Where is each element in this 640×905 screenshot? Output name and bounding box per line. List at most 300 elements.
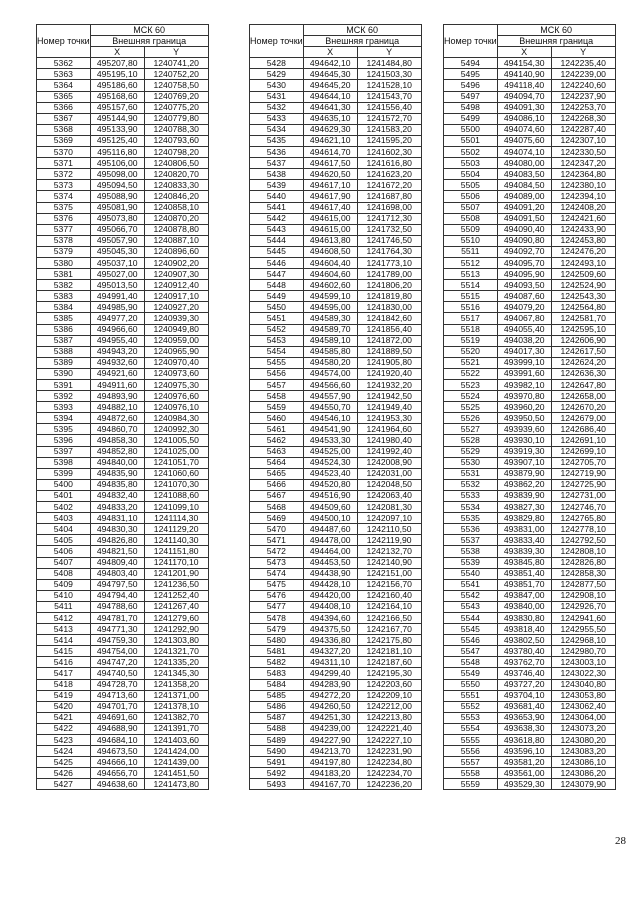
table-row [444, 213, 616, 224]
table-header [37, 25, 209, 58]
x-coordinate-cell: 494932,60 [90, 357, 144, 368]
y-coordinate-cell: 1241358,20 [144, 679, 208, 690]
point-number-cell: 5458 [250, 391, 304, 402]
table-row [37, 202, 209, 213]
y-coordinate-cell: 1242231,90 [357, 746, 421, 757]
x-coordinate-cell: 494197,80 [303, 757, 357, 768]
point-number-cell: 5453 [250, 335, 304, 346]
x-coordinate-cell: 493839,30 [497, 546, 551, 557]
table-row [37, 102, 209, 113]
point-number-cell: 5379 [37, 246, 91, 257]
y-coordinate-cell: 1241371,00 [144, 690, 208, 701]
y-coordinate-cell: 1241964,60 [357, 424, 421, 435]
y-coordinate-cell: 1242624,20 [551, 357, 615, 368]
y-coordinate-cell: 1242221,40 [357, 723, 421, 734]
x-coordinate-cell: 494617,50 [303, 158, 357, 169]
y-coordinate-cell: 1242175,80 [357, 635, 421, 646]
point-number-cell: 5365 [37, 91, 91, 102]
x-coordinate-cell: 494635,10 [303, 113, 357, 124]
y-coordinate-cell: 1240769,20 [144, 91, 208, 102]
x-coordinate-cell: 495125,40 [90, 135, 144, 146]
y-coordinate-cell: 1241484,80 [357, 58, 421, 69]
coordinates-table-2 [249, 24, 422, 790]
y-coordinate-cell: 1242287,40 [551, 124, 615, 135]
y-coordinate-cell: 1240741,20 [144, 58, 208, 69]
table-row [444, 479, 616, 490]
y-coordinate-cell: 1242955,50 [551, 624, 615, 635]
y-coordinate-cell: 1241595,20 [357, 135, 421, 146]
y-coordinate-cell: 1240927,20 [144, 302, 208, 313]
point-number-cell: 5500 [444, 124, 498, 135]
coordinate-system-header: МСК 60 [303, 25, 421, 36]
table-row [250, 479, 422, 490]
table-row [444, 368, 616, 379]
point-number-cell: 5539 [444, 557, 498, 568]
point-number-cell: 5517 [444, 313, 498, 324]
table-row [250, 368, 422, 379]
point-number-cell: 5546 [444, 635, 498, 646]
x-coordinate-cell: 494644,10 [303, 91, 357, 102]
point-number-cell: 5394 [37, 413, 91, 424]
x-coordinate-cell: 494615,00 [303, 213, 357, 224]
point-number-cell: 5531 [444, 468, 498, 479]
point-number-cell: 5363 [37, 69, 91, 80]
y-coordinate-cell: 1241335,20 [144, 657, 208, 668]
x-coordinate-cell: 494093,50 [497, 280, 551, 291]
point-number-cell: 5476 [250, 590, 304, 601]
table-row [37, 302, 209, 313]
point-number-cell: 5402 [37, 502, 91, 513]
table-row [37, 335, 209, 346]
x-coordinate-cell: 494645,20 [303, 80, 357, 91]
x-coordinate-cell: 495195,10 [90, 69, 144, 80]
point-number-cell: 5369 [37, 135, 91, 146]
x-coordinate-cell: 494095,90 [497, 269, 551, 280]
y-coordinate-cell: 1241439,00 [144, 757, 208, 768]
x-coordinate-cell: 494118,40 [497, 80, 551, 91]
table-row [37, 291, 209, 302]
table-row [444, 568, 616, 579]
point-number-cell: 5443 [250, 224, 304, 235]
x-coordinate-cell: 493950,50 [497, 413, 551, 424]
table-row [250, 246, 422, 257]
y-coordinate-cell: 1243073,20 [551, 723, 615, 734]
x-coordinate-cell: 493930,10 [497, 435, 551, 446]
table-row [37, 402, 209, 413]
y-coordinate-cell: 1241129,20 [144, 524, 208, 535]
point-number-cell: 5450 [250, 302, 304, 313]
y-coordinate-cell: 1242209,10 [357, 690, 421, 701]
y-coordinate-cell: 1241321,70 [144, 646, 208, 657]
y-coordinate-cell: 1241005,50 [144, 435, 208, 446]
point-number-cell: 5551 [444, 690, 498, 701]
y-coordinate-cell: 1243053,80 [551, 690, 615, 701]
point-number-cell: 5521 [444, 357, 498, 368]
x-coordinate-cell: 495133,90 [90, 124, 144, 135]
table-row [37, 668, 209, 679]
x-coordinate-cell: 494336,80 [303, 635, 357, 646]
y-coordinate-cell: 1241025,00 [144, 446, 208, 457]
table-row [250, 468, 422, 479]
y-coordinate-cell: 1241764,30 [357, 246, 421, 257]
x-coordinate-cell: 494966,60 [90, 324, 144, 335]
y-coordinate-cell: 1241473,80 [144, 779, 208, 790]
x-coordinate-cell: 494272,20 [303, 690, 357, 701]
x-coordinate-cell: 494574,00 [303, 368, 357, 379]
table-row [444, 779, 616, 790]
table-row [37, 579, 209, 590]
table-row [250, 413, 422, 424]
point-number-cell: 5419 [37, 690, 91, 701]
x-coordinate-cell: 494084,50 [497, 180, 551, 191]
table-row [444, 679, 616, 690]
x-coordinate-cell: 493982,10 [497, 380, 551, 391]
y-coordinate-cell: 1240752,20 [144, 69, 208, 80]
table-row [444, 757, 616, 768]
table-row [250, 657, 422, 668]
point-number-cell: 5545 [444, 624, 498, 635]
table-row [37, 158, 209, 169]
y-coordinate-cell: 1242380,10 [551, 180, 615, 191]
point-number-cell: 5362 [37, 58, 91, 69]
point-number-cell: 5503 [444, 158, 498, 169]
table-row [444, 113, 616, 124]
point-number-cell: 5498 [444, 102, 498, 113]
table-row [37, 601, 209, 612]
x-coordinate-cell: 494086,10 [497, 113, 551, 124]
x-coordinate-cell: 494613,80 [303, 235, 357, 246]
point-number-cell: 5422 [37, 723, 91, 734]
x-coordinate-cell: 494771,30 [90, 624, 144, 635]
y-coordinate-cell: 1242595,10 [551, 324, 615, 335]
point-number-cell: 5371 [37, 158, 91, 169]
x-coordinate-cell: 493704,10 [497, 690, 551, 701]
table-row [37, 91, 209, 102]
coordinates-table-3 [443, 24, 616, 790]
point-number-cell: 5484 [250, 679, 304, 690]
y-coordinate-cell: 1241403,60 [144, 735, 208, 746]
point-number-cell: 5464 [250, 457, 304, 468]
x-coordinate-cell: 494701,70 [90, 701, 144, 712]
table-row [444, 102, 616, 113]
y-coordinate-cell: 1242063,40 [357, 490, 421, 501]
x-column-header: X [303, 47, 357, 58]
y-coordinate-cell: 1242617,50 [551, 346, 615, 357]
y-coordinate-cell: 1243040,80 [551, 679, 615, 690]
y-coordinate-cell: 1242081,30 [357, 502, 421, 513]
point-number-cell: 5448 [250, 280, 304, 291]
point-number-cell: 5511 [444, 246, 498, 257]
boundary-header: Внешняя граница [303, 36, 421, 47]
point-number-cell: 5397 [37, 446, 91, 457]
x-coordinate-cell: 494566,60 [303, 380, 357, 391]
y-coordinate-cell: 1242160,40 [357, 590, 421, 601]
y-coordinate-cell: 1241099,10 [144, 502, 208, 513]
table-row [444, 601, 616, 612]
table-row [37, 357, 209, 368]
point-number-cell: 5495 [444, 69, 498, 80]
y-coordinate-cell: 1242792,50 [551, 535, 615, 546]
table-row [37, 58, 209, 69]
y-coordinate-cell: 1241236,50 [144, 579, 208, 590]
table-row [444, 391, 616, 402]
y-coordinate-cell: 1241151,80 [144, 546, 208, 557]
point-number-cell: 5528 [444, 435, 498, 446]
point-number-cell: 5391 [37, 380, 91, 391]
y-coordinate-cell: 1240775,20 [144, 102, 208, 113]
x-coordinate-cell: 494090,80 [497, 235, 551, 246]
table-row [37, 246, 209, 257]
point-number-cell: 5532 [444, 479, 498, 490]
y-coordinate-cell: 1240833,30 [144, 180, 208, 191]
x-coordinate-cell: 493919,30 [497, 446, 551, 457]
table-row [37, 346, 209, 357]
y-coordinate-cell: 1241424,00 [144, 746, 208, 757]
y-coordinate-cell: 1240965,90 [144, 346, 208, 357]
y-coordinate-cell: 1241528,10 [357, 80, 421, 91]
y-coordinate-cell: 1242031,00 [357, 468, 421, 479]
point-number-cell: 5469 [250, 513, 304, 524]
x-coordinate-cell: 494604,60 [303, 269, 357, 280]
point-number-cell: 5465 [250, 468, 304, 479]
table-row [37, 124, 209, 135]
y-coordinate-cell: 1241451,50 [144, 768, 208, 779]
x-coordinate-cell: 494858,30 [90, 435, 144, 446]
x-coordinate-cell: 494055,40 [497, 324, 551, 335]
point-number-cell: 5548 [444, 657, 498, 668]
y-coordinate-cell: 1241292,90 [144, 624, 208, 635]
point-number-cell: 5375 [37, 202, 91, 213]
x-coordinate-cell: 494821,50 [90, 546, 144, 557]
x-coordinate-cell: 494728,70 [90, 679, 144, 690]
point-number-cell: 5455 [250, 357, 304, 368]
x-coordinate-cell: 494803,40 [90, 568, 144, 579]
table-body [37, 58, 209, 790]
table-row [444, 147, 616, 158]
point-number-cell: 5480 [250, 635, 304, 646]
point-number-cell: 5452 [250, 324, 304, 335]
y-coordinate-cell: 1242347,20 [551, 158, 615, 169]
point-number-cell: 5478 [250, 612, 304, 623]
point-number-cell: 5444 [250, 235, 304, 246]
x-coordinate-cell: 494311,10 [303, 657, 357, 668]
y-coordinate-cell: 1242140,90 [357, 557, 421, 568]
table-row [444, 58, 616, 69]
y-coordinate-cell: 1242705,70 [551, 457, 615, 468]
table-row [37, 113, 209, 124]
point-number-cell: 5494 [444, 58, 498, 69]
x-coordinate-cell: 493827,30 [497, 502, 551, 513]
table-row [444, 169, 616, 180]
table-row [444, 435, 616, 446]
y-coordinate-cell: 1241252,40 [144, 590, 208, 601]
table-row [444, 468, 616, 479]
x-coordinate-cell: 494797,50 [90, 579, 144, 590]
table-row [444, 535, 616, 546]
x-coordinate-cell: 494092,70 [497, 246, 551, 257]
table-row [444, 135, 616, 146]
table-row [444, 324, 616, 335]
table-row [250, 380, 422, 391]
y-coordinate-cell: 1241856,40 [357, 324, 421, 335]
table-row [250, 590, 422, 601]
y-coordinate-cell: 1241070,30 [144, 479, 208, 490]
x-coordinate-cell: 495094,50 [90, 180, 144, 191]
y-coordinate-cell: 1242968,10 [551, 635, 615, 646]
table-row [444, 91, 616, 102]
table-row [250, 579, 422, 590]
x-coordinate-cell: 494438,90 [303, 568, 357, 579]
y-coordinate-cell: 1242564,80 [551, 302, 615, 313]
point-number-cell: 5405 [37, 535, 91, 546]
point-number-cell: 5520 [444, 346, 498, 357]
y-coordinate-cell: 1243086,10 [551, 757, 615, 768]
x-coordinate-cell: 494747,20 [90, 657, 144, 668]
table-row [250, 646, 422, 657]
x-coordinate-cell: 493851,70 [497, 579, 551, 590]
x-coordinate-cell: 494283,90 [303, 679, 357, 690]
y-coordinate-cell: 1240887,10 [144, 235, 208, 246]
point-number-cell: 5501 [444, 135, 498, 146]
point-number-cell: 5466 [250, 479, 304, 490]
x-coordinate-cell: 494860,70 [90, 424, 144, 435]
table-header [250, 25, 422, 58]
point-number-cell: 5426 [37, 768, 91, 779]
point-number-cell: 5400 [37, 479, 91, 490]
point-number-cell: 5535 [444, 513, 498, 524]
x-coordinate-cell: 494067,80 [497, 313, 551, 324]
point-number-cell: 5404 [37, 524, 91, 535]
x-coordinate-cell: 494589,70 [303, 324, 357, 335]
x-coordinate-cell: 494955,40 [90, 335, 144, 346]
point-number-cell: 5558 [444, 768, 498, 779]
y-coordinate-cell: 1240912,40 [144, 280, 208, 291]
x-coordinate-cell: 495066,70 [90, 224, 144, 235]
point-number-cell: 5541 [444, 579, 498, 590]
x-coordinate-cell: 494394,60 [303, 612, 357, 623]
x-coordinate-cell: 494478,00 [303, 535, 357, 546]
table-row [37, 524, 209, 535]
x-coordinate-cell: 494299,40 [303, 668, 357, 679]
point-number-cell: 5479 [250, 624, 304, 635]
x-coordinate-cell: 494183,20 [303, 768, 357, 779]
x-coordinate-cell: 494991,40 [90, 291, 144, 302]
table-row [37, 590, 209, 601]
point-number-cell: 5482 [250, 657, 304, 668]
x-coordinate-cell: 494788,60 [90, 601, 144, 612]
point-number-cell: 5522 [444, 368, 498, 379]
x-coordinate-cell: 495106,00 [90, 158, 144, 169]
y-coordinate-cell: 1243003,10 [551, 657, 615, 668]
x-coordinate-cell: 495098,00 [90, 169, 144, 180]
y-coordinate-cell: 1240976,60 [144, 391, 208, 402]
point-number-cell: 5409 [37, 579, 91, 590]
x-coordinate-cell: 494921,60 [90, 368, 144, 379]
y-coordinate-cell: 1241889,50 [357, 346, 421, 357]
table-row [250, 679, 422, 690]
x-coordinate-cell: 493746,40 [497, 668, 551, 679]
table-row [250, 502, 422, 513]
x-coordinate-cell: 494525,00 [303, 446, 357, 457]
x-coordinate-cell: 494882,10 [90, 402, 144, 413]
point-number-cell: 5481 [250, 646, 304, 657]
x-coordinate-cell: 494580,20 [303, 357, 357, 368]
table-row [37, 490, 209, 501]
x-coordinate-cell: 494260,50 [303, 701, 357, 712]
point-number-cell: 5523 [444, 380, 498, 391]
y-coordinate-cell: 1240798,20 [144, 147, 208, 158]
x-coordinate-cell: 494621,10 [303, 135, 357, 146]
table-row [444, 191, 616, 202]
point-number-cell: 5472 [250, 546, 304, 557]
y-coordinate-cell: 1243086,20 [551, 768, 615, 779]
y-coordinate-cell: 1242408,20 [551, 202, 615, 213]
point-number-cell: 5385 [37, 313, 91, 324]
table-row [37, 768, 209, 779]
x-coordinate-cell: 494087,60 [497, 291, 551, 302]
y-coordinate-cell: 1241114,30 [144, 513, 208, 524]
y-coordinate-cell: 1240976,10 [144, 402, 208, 413]
y-coordinate-cell: 1241819,80 [357, 291, 421, 302]
y-coordinate-cell: 1242235,40 [551, 58, 615, 69]
table-row [37, 324, 209, 335]
y-coordinate-cell: 1241391,70 [144, 723, 208, 734]
table-row [444, 380, 616, 391]
y-coordinate-cell: 1242699,10 [551, 446, 615, 457]
y-coordinate-cell: 1242731,00 [551, 490, 615, 501]
table-row [250, 69, 422, 80]
x-coordinate-cell: 494754,00 [90, 646, 144, 657]
y-coordinate-cell: 1241672,20 [357, 180, 421, 191]
table-row [444, 668, 616, 679]
point-number-cell: 5434 [250, 124, 304, 135]
point-number-cell: 5559 [444, 779, 498, 790]
y-coordinate-cell: 1242421,60 [551, 213, 615, 224]
point-number-cell: 5552 [444, 701, 498, 712]
y-coordinate-cell: 1241051,70 [144, 457, 208, 468]
y-coordinate-cell: 1242433,90 [551, 224, 615, 235]
x-coordinate-cell: 494614,70 [303, 147, 357, 158]
table-row [37, 380, 209, 391]
y-coordinate-cell: 1242253,70 [551, 102, 615, 113]
table-row [444, 690, 616, 701]
y-coordinate-cell: 1242203,60 [357, 679, 421, 690]
y-coordinate-cell: 1242330,50 [551, 147, 615, 158]
y-coordinate-cell: 1242636,30 [551, 368, 615, 379]
x-coordinate-cell: 493970,80 [497, 391, 551, 402]
point-number-cell: 5555 [444, 735, 498, 746]
y-coordinate-cell: 1242606,90 [551, 335, 615, 346]
point-number-cell: 5401 [37, 490, 91, 501]
x-coordinate-cell: 494840,00 [90, 457, 144, 468]
table-row [250, 624, 422, 635]
point-number-cell: 5547 [444, 646, 498, 657]
point-number-cell: 5373 [37, 180, 91, 191]
table-row [250, 435, 422, 446]
y-coordinate-cell: 1240992,30 [144, 424, 208, 435]
table-row [37, 723, 209, 734]
table-row [444, 701, 616, 712]
point-number-cell: 5389 [37, 357, 91, 368]
point-number-cell: 5393 [37, 402, 91, 413]
table-row [250, 757, 422, 768]
boundary-header: Внешняя граница [90, 36, 208, 47]
y-coordinate-cell: 1240870,20 [144, 213, 208, 224]
x-coordinate-cell: 493862,20 [497, 479, 551, 490]
x-coordinate-cell: 494154,30 [497, 58, 551, 69]
table-row [250, 102, 422, 113]
y-coordinate-cell: 1242941,60 [551, 612, 615, 623]
